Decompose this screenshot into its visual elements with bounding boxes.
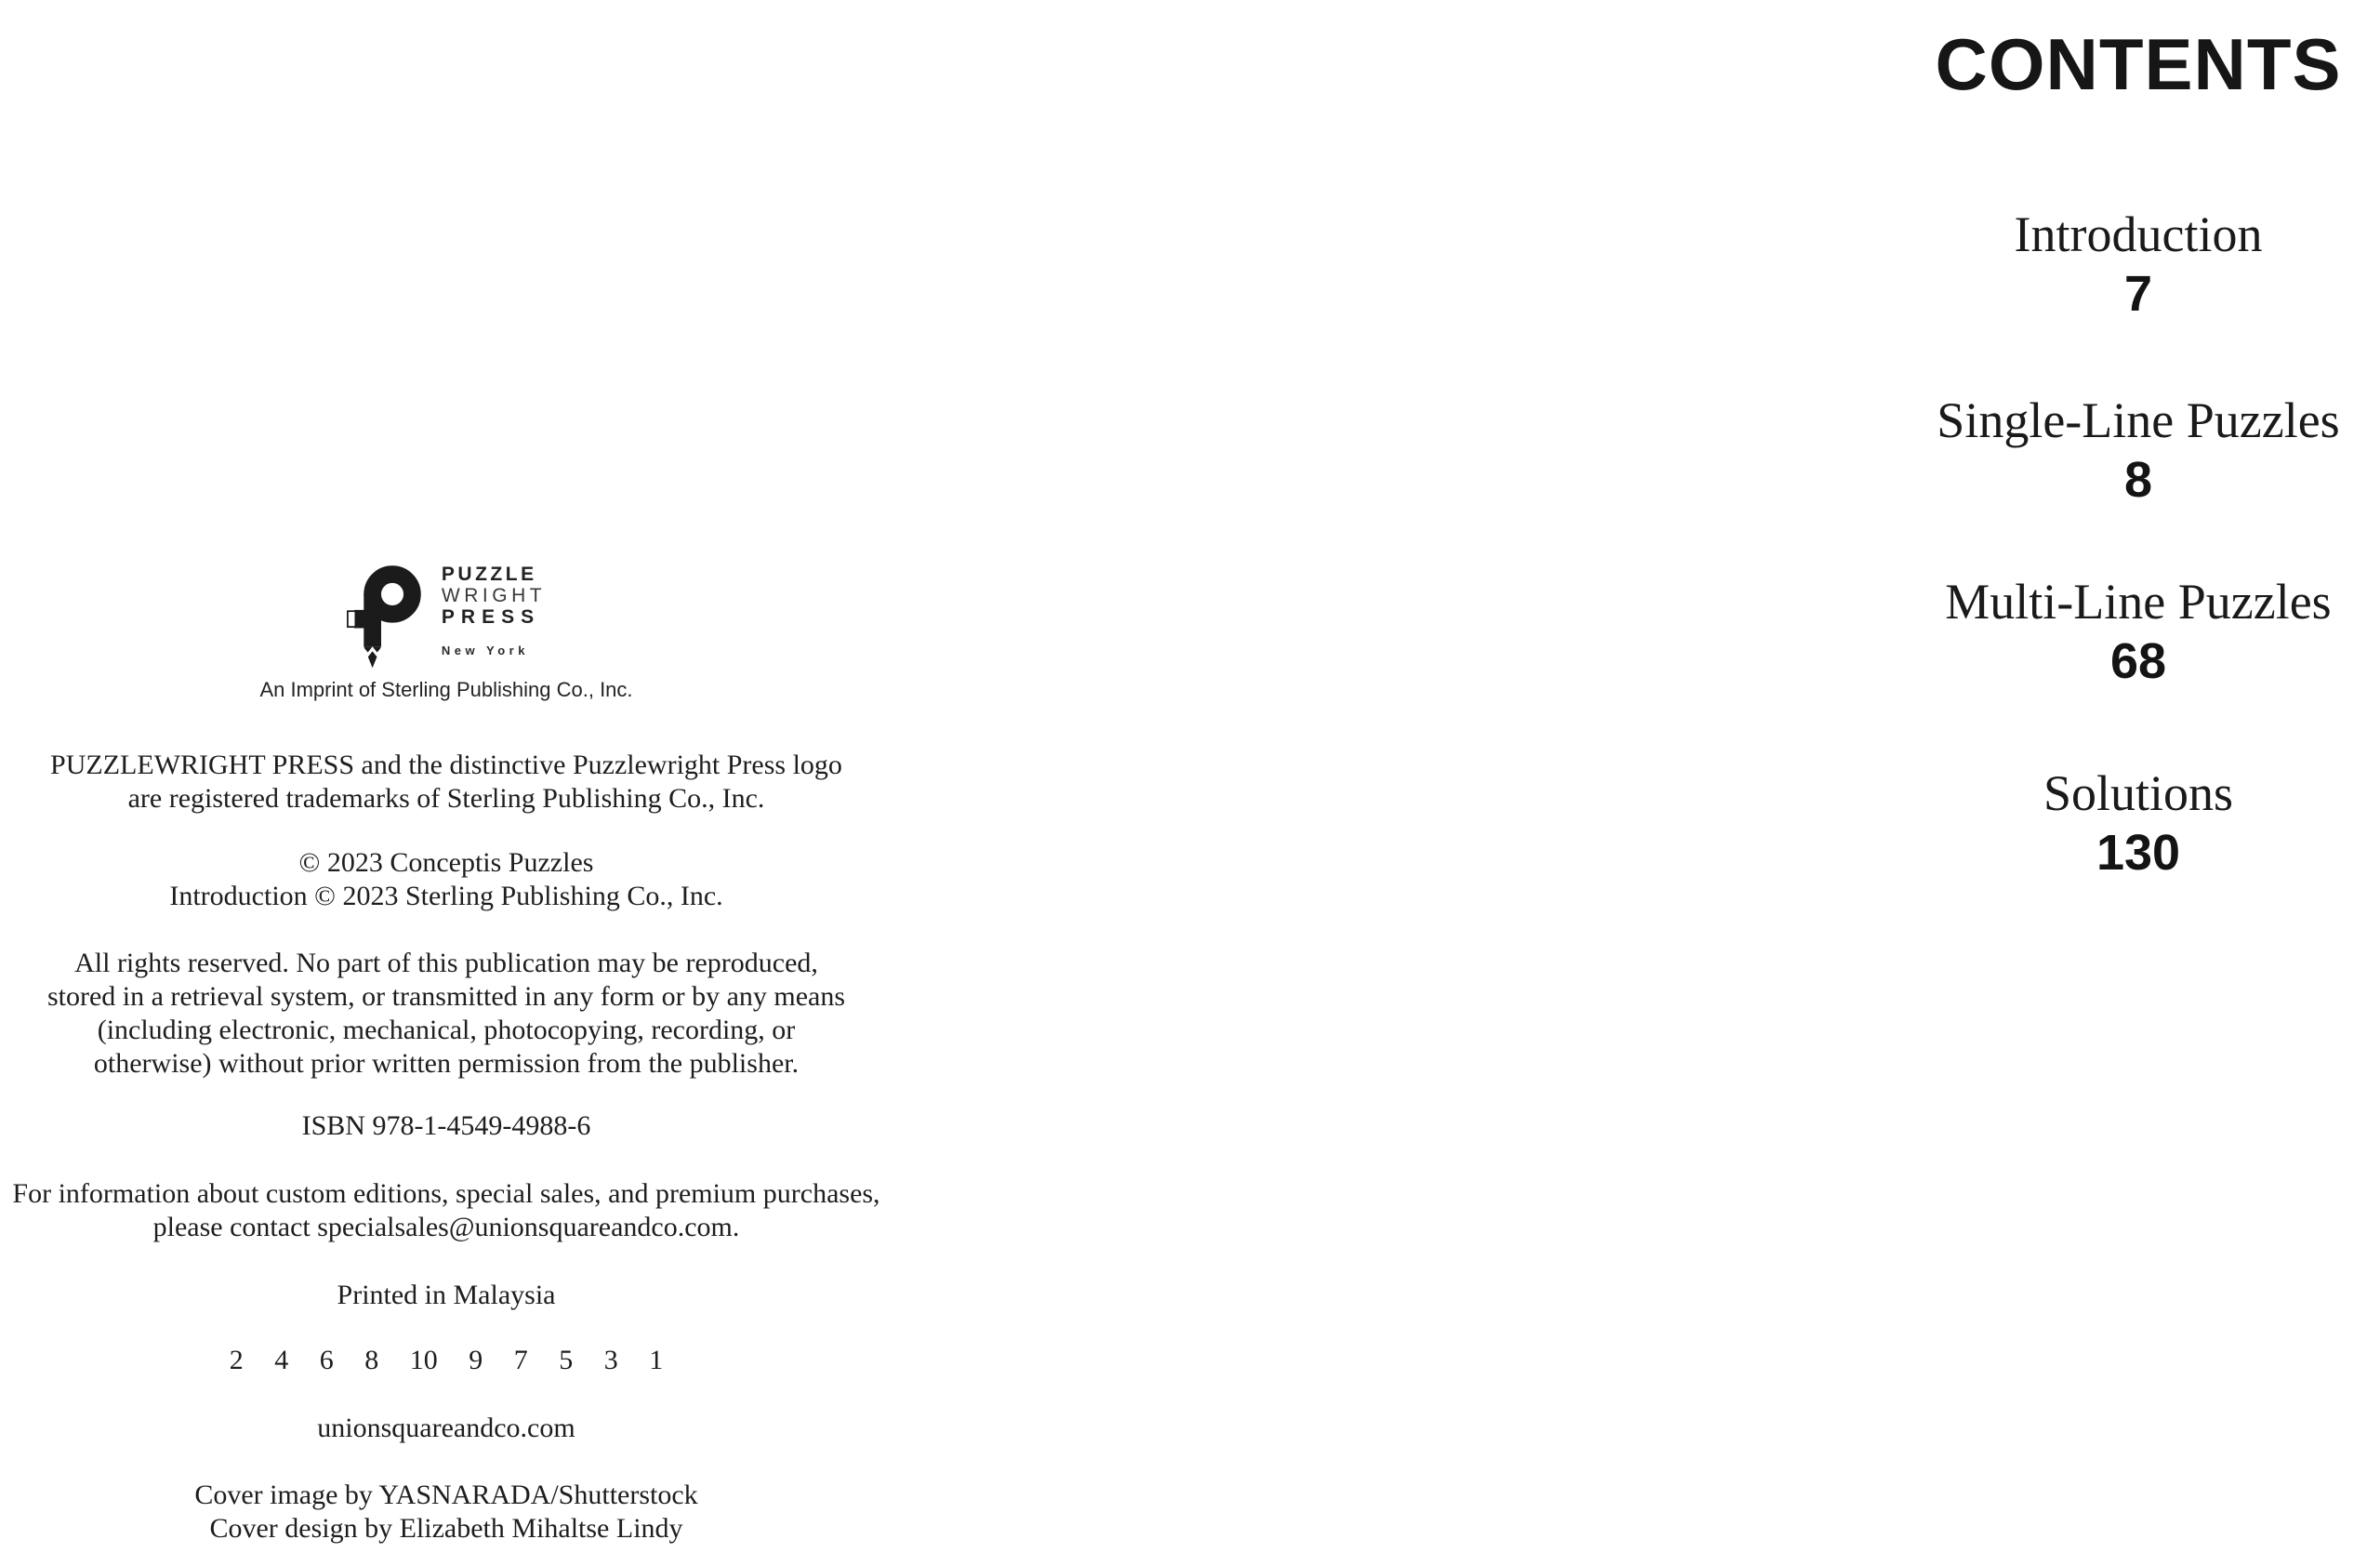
publisher-logo-text — [442, 564, 546, 657]
text-line: © 2023 Conceptis Puzzles — [298, 847, 594, 878]
toc-entry-page-number: 130 — [2096, 825, 2181, 881]
publisher-website-line — [0, 1412, 892, 1445]
special-sales-paragraph — [0, 1177, 892, 1244]
trademark-paragraph — [0, 749, 892, 816]
logo-word-press: PRESS — [441, 606, 541, 628]
text-line: Introduction © 2023 Sterling Publishing Co., Inc. — [169, 881, 723, 911]
toc-entry-introduction — [1897, 206, 2380, 320]
toc-entry-title: Single-Line Puzzles — [1937, 392, 2340, 448]
logo-word-wright: WRIGHT — [441, 585, 547, 606]
text-line: Cover image by YASNARADA/Shutterstock — [194, 1480, 698, 1510]
toc-entry-multi-line-puzzles — [1897, 574, 2380, 687]
toc-entry-page-number: 7 — [2123, 266, 2153, 322]
cover-credits-paragraph — [0, 1479, 892, 1546]
logo-word-puzzle: PUZZLE — [441, 564, 537, 585]
toc-entry-page-number: 68 — [2109, 633, 2167, 689]
text-line: ISBN 978-1-4549-4988-6 — [301, 1110, 591, 1141]
rights-paragraph — [0, 947, 892, 1081]
print-run-numbers: 2 4 6 8 10 9 7 5 3 1 — [229, 1345, 664, 1375]
text-line: (including electronic, mechanical, photocopying, recording, or — [97, 1015, 796, 1045]
text-line: Cover design by Elizabeth Mihaltse Lindy — [209, 1513, 683, 1544]
text-line: are registered trademarks of Sterling Publishing Co., Inc. — [127, 783, 765, 814]
text-line: stored in a retrieval system, or transmitted in any form or by any means — [46, 981, 846, 1012]
contents-page — [1897, 0, 2380, 1566]
text-line: otherwise) without prior written permission from the publisher. — [93, 1048, 800, 1079]
toc-entry-single-line-puzzles — [1897, 392, 2380, 506]
toc-entry-title: Multi-Line Puzzles — [1945, 574, 2332, 630]
toc-entry-title: Solutions — [2043, 765, 2234, 821]
copyright-paragraph — [0, 846, 892, 913]
copyright-page — [0, 0, 892, 1566]
toc-entry-page-number: 8 — [2123, 452, 2153, 508]
contents-heading: CONTENTS — [1935, 23, 2342, 105]
imprint-line: An Imprint of Sterling Publishing Co., Inc. — [259, 678, 633, 701]
text-line: please contact specialsales@unionsquareandco.com. — [152, 1212, 740, 1242]
text-line: For information about custom editions, special sales, and premium purchases, — [12, 1178, 880, 1209]
pencil-p-logo-icon — [347, 564, 423, 670]
text-line: PUZZLEWRIGHT PRESS and the distinctive Puzzlewright Press logo — [50, 750, 842, 780]
text-line: Printed in Malaysia — [337, 1280, 556, 1310]
text-line: All rights reserved. No part of this publication may be reproduced, — [74, 948, 818, 978]
publisher-logo — [0, 564, 892, 670]
printed-in-line — [0, 1279, 892, 1312]
logo-city: New York — [441, 644, 529, 657]
text-line: unionsquareandco.com — [317, 1413, 575, 1443]
isbn-line — [0, 1109, 892, 1143]
toc-entry-title: Introduction — [2014, 206, 2263, 262]
print-run-line — [0, 1344, 892, 1377]
toc-entry-solutions — [1897, 765, 2380, 879]
